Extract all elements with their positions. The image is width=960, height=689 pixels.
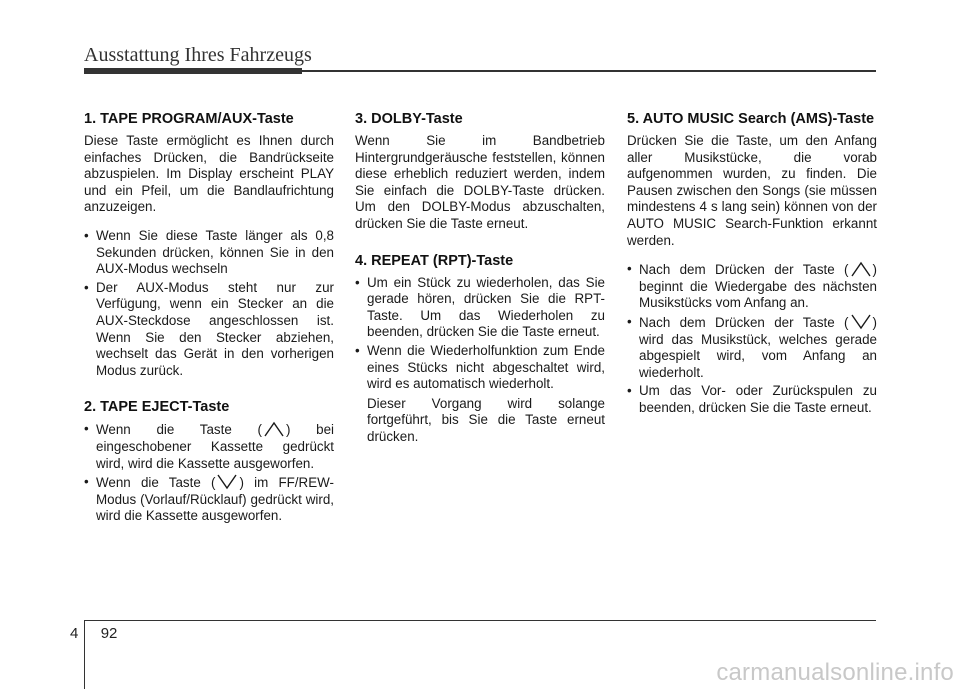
header-rule [84,70,876,72]
list-item: • Um das Vor- oder Zurückspulen zu beenden, drücken Sie die Taste erneut. [627,383,877,416]
list-item-text: Wenn die Wiederholfunktion zum Ende eines Stücks nicht abgeschaltet wird, wird es automatisch wiederholt. [367,342,605,392]
triangle-up-icon [849,261,873,277]
list-item [84,421,334,472]
list-item: • Der AUX-Modus steht nur zur Verfügung, wenn ein Stecker an die AUX-Steckdose angeschlossen ist. Wenn Sie den Stecker abziehen, wechselt das Gerät in den vorherigen Modus zurück. [84,280,334,380]
section-title-repeat: 4. REPEAT (RPT)-Taste [355,252,514,269]
list-item [355,343,605,446]
list-item [84,474,334,525]
list-item-text-post: ) bei eingeschobener Kassette gedrückt wird, wird die Kassette ausgeworfen. [96,422,334,471]
column-1 [84,111,334,531]
list-item [627,314,877,381]
list-item-text-pre: Nach dem Drücken der Taste ( [639,314,849,330]
bullet-list-tape-eject [84,421,334,525]
list-item-text-post: ) wird das Musikstück, welches gerade abgespielt wird, vom Anfang an wiederholt. [639,314,877,380]
bullet-list-repeat [355,275,605,446]
triangle-down-icon [215,474,239,490]
list-item-continuation: Dieser Vorgang wird solange fortgeführt, bis Sie die Taste erneut drücken. [367,395,605,444]
bullet-list-tape-program [84,228,334,379]
list-item-text-pre: Wenn die Taste ( [96,475,216,491]
list-item [627,261,877,312]
triangle-up-icon [262,421,286,437]
list-item-text-pre: Nach dem Drücken der Taste ( [639,262,849,278]
section-body-dolby: Wenn Sie im Bandbetrieb Hintergrundgeräusche feststellen, können diese erheblich reduziert werden, indem Sie einfach die DOLBY-Taste drücken. Um den DOLBY-Modus abzuschalten, drücken Sie die Taste erneut. [355,133,605,231]
watermark: carmanualsonline.info [716,659,954,686]
section-body-ams: Drücken Sie die Taste, um den Anfang aller Musikstücke, die vorab aufgenommen wurden, zu finden. Die Pausen zwischen den Songs (sie müssen mindestens 4 s lang sein) können von der AUTO MUSIC Search-Funktion erkannt werden. [627,133,877,248]
page-header-title: Ausstattung Ihres Fahrzeugs [84,44,312,66]
section-title-tape-program: 1. TAPE PROGRAM/AUX-Taste [84,111,294,127]
list-item-text-pre: Wenn die Taste ( [96,422,262,438]
triangle-down-icon [849,314,873,330]
section-title-tape-eject: 2. TAPE EJECT-Taste [84,399,230,416]
page-number-value: 92 [100,625,118,642]
section-title-dolby: 3. DOLBY-Taste [355,111,463,127]
section-body-tape-program: Diese Taste ermöglicht es Ihnen durch einfaches Drücken, die Bandrückseite abzuspielen. Im Display erscheint PLAY und ein Pfeil, um die Bandlaufrichtung anzuzeigen. [84,133,334,215]
bullet-list-ams [627,261,877,416]
column-2 [355,111,605,452]
column-3 [627,111,877,423]
chapter-number: 4 [70,625,79,642]
list-item-text-post: ) im FF/REW-Modus (Vorlauf/Rücklauf) gedrückt wird, wird die Kassette ausgeworfen. [96,475,334,524]
list-item: • Wenn Sie diese Taste länger als 0,8 Sekunden drücken, können Sie in den AUX-Modus wechseln [84,228,334,278]
list-item-text-post: ) beginnt die Wiedergabe des nächsten Musikstücks vom Anfang an. [639,262,877,311]
page-number [70,625,117,642]
section-title-ams: 5. AUTO MUSIC Search (AMS)-Taste [627,111,875,127]
footer-rule [84,620,876,621]
list-item: • Um ein Stück zu wiederholen, das Sie gerade hören, drücken Sie die RPT-Taste. Um das Wiederholen zu beenden, drücken Sie die Taste erneut. [355,275,605,341]
